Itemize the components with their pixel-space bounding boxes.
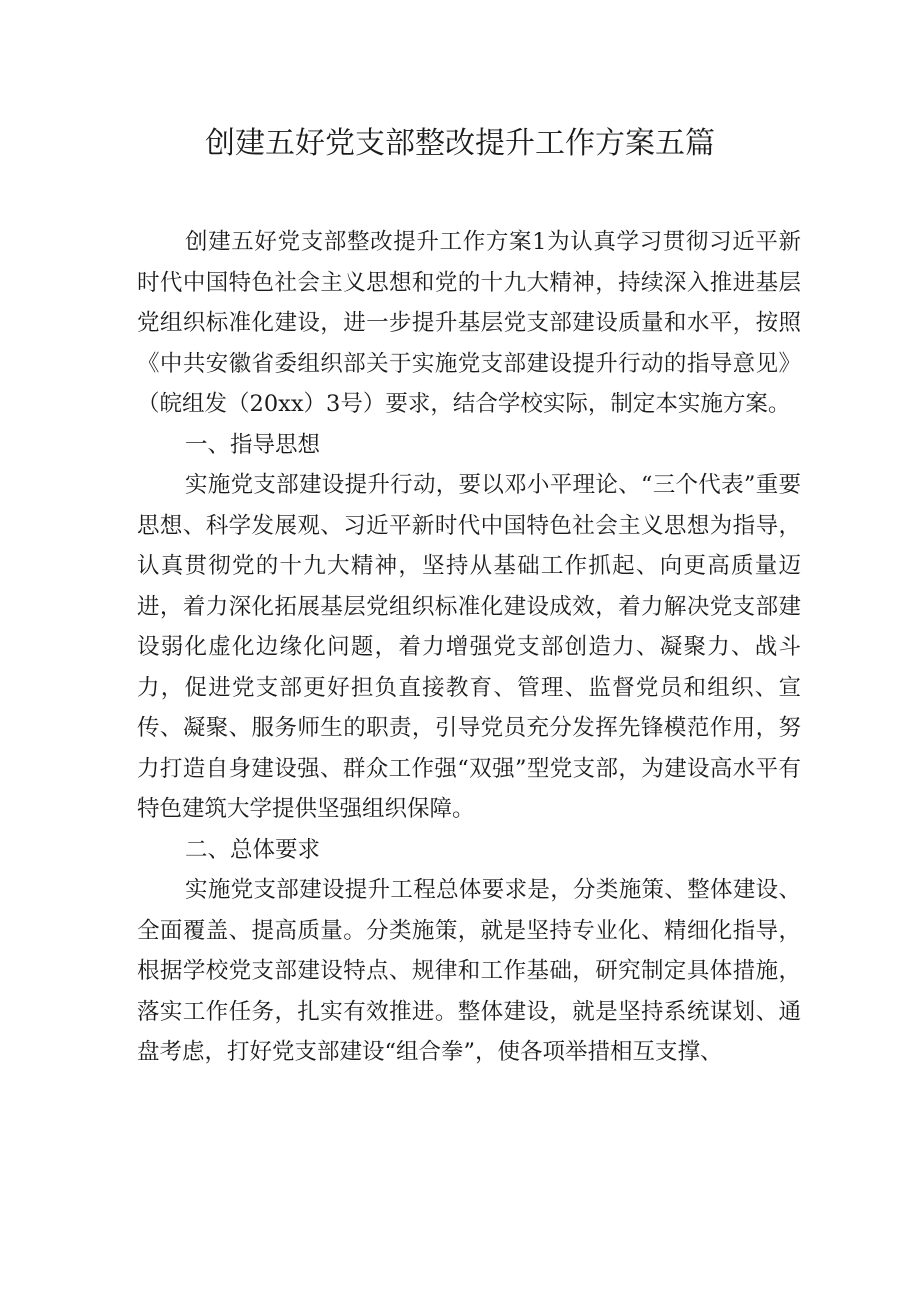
paragraph-overall-requirements: 实施党支部建设提升工程总体要求是，分类施策、整体建设、全面覆盖、提高质量。分类施策，就是坚持专业化、精细化指导，根据学校党支部建设特点、规律和工作基础，研究制定具体措施，落实工作任务，扎实有效推进。整体建设，就是坚持系统谋划、通盘考虑，打好党支部建设“组合拳”，使各项举措相互支撑、: [137, 877, 801, 1065]
section-heading-overall-requirements: 二、总体要求: [185, 836, 321, 863]
document-title: 创建五好党支部整改提升工作方案五篇: [205, 126, 715, 161]
paragraph-intro: 创建五好党支部整改提升工作方案1为认真学习贯彻习近平新时代中国特色社会主义思想和党的十九大精神，持续深入推进基层党组织标准化建设，进一步提升基层党支部建设质量和水平，按照《中共安徽省委组织部关于实施党支部建设提升行动的指导意见》（皖组发（20xx）3号）要求，结合学校实际，制定本实施方案。: [137, 229, 801, 417]
paragraph-guiding-ideology: 实施党支部建设提升行动，要以邓小平理论、“三个代表”重要思想、科学发展观、习近平新时代中国特色社会主义思想为指导，认真贯彻党的十九大精神，坚持从基础工作抓起、向更高质量迈进，着力深化拓展基层党组织标准化建设成效，着力解决党支部建设弱化虚化边缘化问题，着力增强党支部创造力、凝聚力、战斗力，促进党支部更好担负直接教育、管理、监督党员和组织、宣传、凝聚、服务师生的职责，引导党员充分发挥先锋模范作用，努力打造自身建设强、群众工作强“双强”型党支部，为建设高水平有特色建筑大学提供坚强组织保障。: [137, 472, 801, 822]
section-heading-guiding-ideology: 一、指导思想: [185, 431, 321, 458]
document-body: [137, 222, 801, 1073]
